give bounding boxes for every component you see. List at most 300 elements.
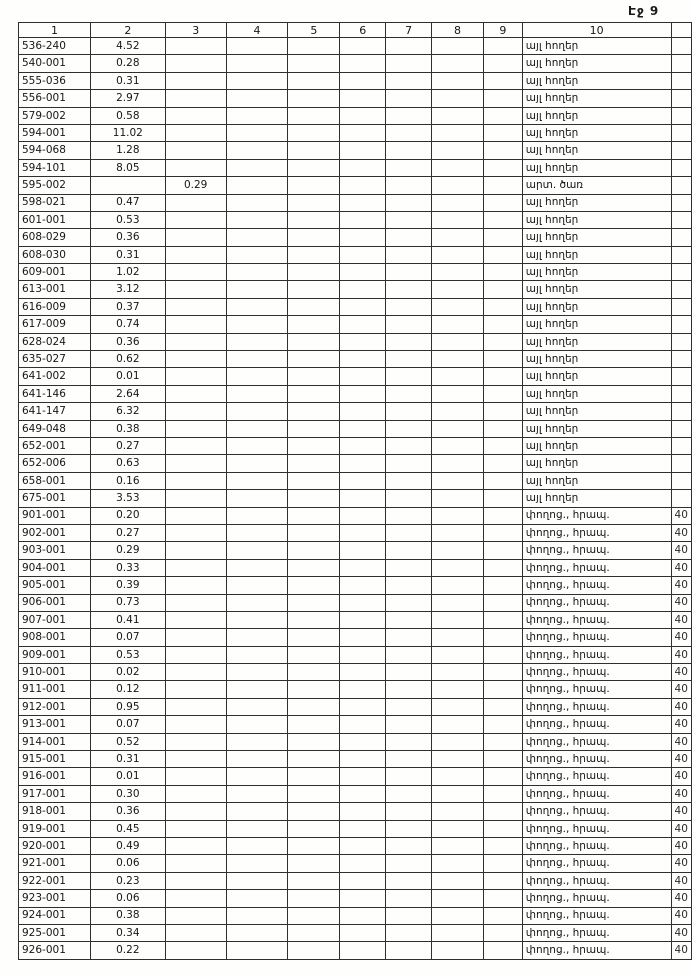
table-row	[19, 577, 692, 594]
table-row	[19, 246, 692, 263]
empty-cell	[340, 733, 386, 750]
area-value: 2.97	[90, 90, 165, 107]
table-row	[19, 281, 692, 298]
area-value-col3	[165, 855, 226, 872]
empty-cell	[483, 403, 522, 420]
empty-cell	[483, 316, 522, 333]
area-value-col3	[165, 107, 226, 124]
empty-cell	[386, 559, 432, 576]
empty-cell	[386, 907, 432, 924]
empty-cell	[432, 298, 484, 315]
empty-cell	[288, 159, 340, 176]
empty-cell	[483, 855, 522, 872]
empty-cell	[226, 785, 288, 802]
land-use-label: փողոց., հրապ.	[522, 855, 671, 872]
empty-cell	[432, 890, 484, 907]
table-row	[19, 72, 692, 89]
empty-cell	[432, 437, 484, 454]
land-use-label: փողոց., հրապ.	[522, 751, 671, 768]
area-value: 0.27	[90, 524, 165, 541]
empty-cell	[483, 768, 522, 785]
parcel-code: 913-001	[19, 716, 91, 733]
margin-mark	[671, 159, 691, 176]
empty-cell	[386, 194, 432, 211]
land-use-label: այլ հողեր	[522, 351, 671, 368]
empty-cell	[386, 890, 432, 907]
margin-mark	[671, 437, 691, 454]
empty-cell	[288, 333, 340, 350]
area-value-col3	[165, 490, 226, 507]
margin-mark	[671, 194, 691, 211]
empty-cell	[386, 316, 432, 333]
land-use-label: փողոց., հրապ.	[522, 907, 671, 924]
empty-cell	[340, 924, 386, 941]
margin-mark	[671, 55, 691, 72]
parcel-code: 675-001	[19, 490, 91, 507]
land-use-label: արտ. ծառ	[522, 177, 671, 194]
area-value: 0.16	[90, 472, 165, 489]
margin-mark	[671, 316, 691, 333]
empty-cell	[288, 890, 340, 907]
margin-mark: 40	[671, 646, 691, 663]
area-value-col3	[165, 472, 226, 489]
empty-cell	[288, 664, 340, 681]
empty-cell	[386, 333, 432, 350]
parcel-code: 641-147	[19, 403, 91, 420]
area-value-col3	[165, 872, 226, 889]
empty-cell	[226, 681, 288, 698]
area-value-col3	[165, 211, 226, 228]
area-value-col3	[165, 159, 226, 176]
land-use-label: փողոց., հրապ.	[522, 559, 671, 576]
empty-cell	[386, 72, 432, 89]
area-value-col3	[165, 820, 226, 837]
empty-cell	[386, 924, 432, 941]
empty-cell	[340, 490, 386, 507]
land-use-label: փողոց., հրապ.	[522, 664, 671, 681]
area-value: 0.07	[90, 629, 165, 646]
area-value: 0.95	[90, 698, 165, 715]
empty-cell	[432, 942, 484, 959]
parcel-code: 641-146	[19, 385, 91, 402]
table-row	[19, 107, 692, 124]
empty-cell	[340, 72, 386, 89]
empty-cell	[386, 281, 432, 298]
empty-cell	[226, 177, 288, 194]
empty-cell	[432, 368, 484, 385]
table-row	[19, 455, 692, 472]
table-row	[19, 159, 692, 176]
area-value: 8.05	[90, 159, 165, 176]
empty-cell	[226, 316, 288, 333]
table-row	[19, 611, 692, 628]
margin-mark: 40	[671, 507, 691, 524]
area-value-col3	[165, 768, 226, 785]
margin-mark	[671, 124, 691, 141]
area-value-col3	[165, 524, 226, 541]
empty-cell	[288, 351, 340, 368]
margin-mark	[671, 455, 691, 472]
margin-mark	[671, 38, 691, 55]
empty-cell	[432, 403, 484, 420]
land-use-label: փողոց., հրապ.	[522, 594, 671, 611]
empty-cell	[386, 107, 432, 124]
margin-mark: 40	[671, 542, 691, 559]
margin-mark: 40	[671, 768, 691, 785]
empty-cell	[483, 90, 522, 107]
empty-cell	[483, 890, 522, 907]
empty-cell	[432, 820, 484, 837]
header-row	[19, 23, 692, 38]
parcel-code: 903-001	[19, 542, 91, 559]
empty-cell	[386, 577, 432, 594]
land-use-label: այլ հողեր	[522, 194, 671, 211]
empty-cell	[432, 159, 484, 176]
area-value: 0.33	[90, 559, 165, 576]
parcel-code: 915-001	[19, 751, 91, 768]
empty-cell	[386, 403, 432, 420]
empty-cell	[483, 368, 522, 385]
margin-mark	[671, 281, 691, 298]
empty-cell	[288, 594, 340, 611]
empty-cell	[340, 124, 386, 141]
empty-cell	[386, 298, 432, 315]
empty-cell	[288, 698, 340, 715]
area-value-col3	[165, 264, 226, 281]
area-value: 0.47	[90, 194, 165, 211]
land-use-label: այլ հողեր	[522, 490, 671, 507]
empty-cell	[483, 733, 522, 750]
empty-cell	[432, 594, 484, 611]
empty-cell	[288, 472, 340, 489]
empty-cell	[226, 768, 288, 785]
table-row	[19, 890, 692, 907]
area-value: 0.53	[90, 646, 165, 663]
parcel-code: 601-001	[19, 211, 91, 228]
margin-mark	[671, 246, 691, 263]
empty-cell	[386, 159, 432, 176]
area-value-col3	[165, 351, 226, 368]
empty-cell	[386, 698, 432, 715]
table-body	[19, 38, 692, 960]
empty-cell	[340, 646, 386, 663]
empty-cell	[288, 281, 340, 298]
area-value: 0.37	[90, 298, 165, 315]
land-use-label: փողոց., հրապ.	[522, 785, 671, 802]
empty-cell	[288, 246, 340, 263]
empty-cell	[340, 159, 386, 176]
empty-cell	[226, 594, 288, 611]
area-value: 1.02	[90, 264, 165, 281]
empty-cell	[226, 437, 288, 454]
margin-mark: 40	[671, 716, 691, 733]
empty-cell	[483, 907, 522, 924]
column-header-3: 3	[165, 23, 226, 38]
empty-cell	[226, 855, 288, 872]
margin-spacer	[671, 23, 691, 38]
land-use-label: փողոց., հրապ.	[522, 803, 671, 820]
empty-cell	[386, 942, 432, 959]
area-value: 0.01	[90, 768, 165, 785]
table-row	[19, 472, 692, 489]
parcel-code: 608-029	[19, 229, 91, 246]
empty-cell	[386, 803, 432, 820]
parcel-code: 914-001	[19, 733, 91, 750]
empty-cell	[483, 298, 522, 315]
parcel-code: 910-001	[19, 664, 91, 681]
parcel-code: 540-001	[19, 55, 91, 72]
parcel-code: 926-001	[19, 942, 91, 959]
parcel-code: 649-048	[19, 420, 91, 437]
land-use-label: այլ հողեր	[522, 403, 671, 420]
area-value-col3	[165, 785, 226, 802]
empty-cell	[226, 942, 288, 959]
empty-cell	[226, 124, 288, 141]
empty-cell	[340, 333, 386, 350]
area-value-col3	[165, 611, 226, 628]
area-value-col3	[165, 281, 226, 298]
empty-cell	[340, 298, 386, 315]
land-use-label: փողոց., հրապ.	[522, 820, 671, 837]
parcel-code: 616-009	[19, 298, 91, 315]
empty-cell	[288, 107, 340, 124]
area-value-col3	[165, 646, 226, 663]
empty-cell	[386, 681, 432, 698]
margin-mark	[671, 107, 691, 124]
empty-cell	[483, 107, 522, 124]
land-use-label: փողոց., հրապ.	[522, 646, 671, 663]
table-row	[19, 785, 692, 802]
empty-cell	[483, 420, 522, 437]
empty-cell	[432, 124, 484, 141]
empty-cell	[226, 246, 288, 263]
empty-cell	[432, 177, 484, 194]
empty-cell	[386, 716, 432, 733]
empty-cell	[226, 38, 288, 55]
empty-cell	[340, 264, 386, 281]
empty-cell	[432, 333, 484, 350]
land-use-label: փողոց., հրապ.	[522, 629, 671, 646]
margin-mark	[671, 264, 691, 281]
area-value: 2.64	[90, 385, 165, 402]
empty-cell	[483, 177, 522, 194]
empty-cell	[288, 924, 340, 941]
area-value: 0.36	[90, 333, 165, 350]
empty-cell	[340, 542, 386, 559]
empty-cell	[288, 872, 340, 889]
margin-mark: 40	[671, 837, 691, 854]
margin-mark	[671, 72, 691, 89]
empty-cell	[483, 664, 522, 681]
empty-cell	[340, 837, 386, 854]
empty-cell	[288, 820, 340, 837]
empty-cell	[288, 90, 340, 107]
empty-cell	[386, 385, 432, 402]
empty-cell	[226, 490, 288, 507]
empty-cell	[432, 264, 484, 281]
empty-cell	[483, 577, 522, 594]
land-use-label: փողոց., հրապ.	[522, 837, 671, 854]
table-row	[19, 716, 692, 733]
empty-cell	[386, 38, 432, 55]
empty-cell	[483, 507, 522, 524]
land-use-label: այլ հողեր	[522, 420, 671, 437]
empty-cell	[340, 38, 386, 55]
table-row	[19, 803, 692, 820]
table-row	[19, 420, 692, 437]
empty-cell	[288, 455, 340, 472]
empty-cell	[288, 785, 340, 802]
land-use-label: փողոց., հրապ.	[522, 542, 671, 559]
parcel-code: 907-001	[19, 611, 91, 628]
empty-cell	[386, 820, 432, 837]
area-value: 0.06	[90, 890, 165, 907]
empty-cell	[288, 316, 340, 333]
parcel-code: 901-001	[19, 507, 91, 524]
margin-mark: 40	[671, 855, 691, 872]
margin-mark: 40	[671, 785, 691, 802]
empty-cell	[226, 107, 288, 124]
empty-cell	[483, 211, 522, 228]
area-value: 0.73	[90, 594, 165, 611]
margin-mark: 40	[671, 559, 691, 576]
empty-cell	[483, 681, 522, 698]
parcel-code: 555-036	[19, 72, 91, 89]
empty-cell	[483, 385, 522, 402]
margin-mark: 40	[671, 890, 691, 907]
margin-mark: 40	[671, 751, 691, 768]
area-value-col3	[165, 298, 226, 315]
table-row	[19, 907, 692, 924]
empty-cell	[340, 437, 386, 454]
empty-cell	[432, 611, 484, 628]
parcel-code: 902-001	[19, 524, 91, 541]
parcel-code: 628-024	[19, 333, 91, 350]
land-use-label: փողոց., հրապ.	[522, 872, 671, 889]
empty-cell	[432, 38, 484, 55]
empty-cell	[288, 855, 340, 872]
empty-cell	[226, 351, 288, 368]
parcel-code: 921-001	[19, 855, 91, 872]
table-row	[19, 664, 692, 681]
empty-cell	[288, 716, 340, 733]
margin-mark: 40	[671, 629, 691, 646]
parcel-code: 594-001	[19, 124, 91, 141]
land-use-label: այլ հողեր	[522, 38, 671, 55]
empty-cell	[226, 664, 288, 681]
area-value-col3	[165, 681, 226, 698]
margin-mark: 40	[671, 577, 691, 594]
empty-cell	[386, 490, 432, 507]
table-row	[19, 542, 692, 559]
land-use-label: փողոց., հրապ.	[522, 507, 671, 524]
parcel-code: 652-001	[19, 437, 91, 454]
area-value-col3	[165, 664, 226, 681]
parcel-code: 635-027	[19, 351, 91, 368]
column-header-9: 9	[483, 23, 522, 38]
empty-cell	[340, 577, 386, 594]
empty-cell	[226, 72, 288, 89]
table-row	[19, 594, 692, 611]
empty-cell	[226, 559, 288, 576]
table-row	[19, 837, 692, 854]
empty-cell	[226, 611, 288, 628]
empty-cell	[288, 577, 340, 594]
parcel-code: 905-001	[19, 577, 91, 594]
land-use-label: այլ հողեր	[522, 316, 671, 333]
empty-cell	[386, 124, 432, 141]
empty-cell	[432, 351, 484, 368]
area-value: 0.38	[90, 420, 165, 437]
empty-cell	[483, 455, 522, 472]
area-value: 0.01	[90, 368, 165, 385]
empty-cell	[432, 316, 484, 333]
empty-cell	[432, 768, 484, 785]
empty-cell	[432, 142, 484, 159]
empty-cell	[226, 716, 288, 733]
empty-cell	[432, 472, 484, 489]
table-row	[19, 942, 692, 959]
empty-cell	[386, 437, 432, 454]
empty-cell	[432, 559, 484, 576]
parcel-code: 641-002	[19, 368, 91, 385]
empty-cell	[288, 298, 340, 315]
margin-mark	[671, 385, 691, 402]
area-value-col3	[165, 316, 226, 333]
empty-cell	[288, 142, 340, 159]
empty-cell	[340, 681, 386, 698]
area-value-col3	[165, 924, 226, 941]
margin-mark: 40	[671, 524, 691, 541]
empty-cell	[340, 281, 386, 298]
table-row	[19, 351, 692, 368]
margin-mark: 40	[671, 907, 691, 924]
parcel-code: 924-001	[19, 907, 91, 924]
empty-cell	[432, 803, 484, 820]
empty-cell	[288, 542, 340, 559]
table-row	[19, 368, 692, 385]
empty-cell	[483, 942, 522, 959]
empty-cell	[340, 629, 386, 646]
area-value-col3	[165, 38, 226, 55]
table-row	[19, 264, 692, 281]
empty-cell	[432, 646, 484, 663]
empty-cell	[226, 90, 288, 107]
empty-cell	[340, 316, 386, 333]
parcel-code: 594-068	[19, 142, 91, 159]
empty-cell	[432, 55, 484, 72]
area-value-col3	[165, 942, 226, 959]
empty-cell	[340, 177, 386, 194]
parcel-code: 904-001	[19, 559, 91, 576]
empty-cell	[483, 559, 522, 576]
empty-cell	[340, 507, 386, 524]
area-value: 0.06	[90, 855, 165, 872]
empty-cell	[340, 855, 386, 872]
empty-cell	[288, 38, 340, 55]
empty-cell	[432, 681, 484, 698]
empty-cell	[432, 194, 484, 211]
land-use-label: այլ հողեր	[522, 229, 671, 246]
area-value-col3	[165, 437, 226, 454]
margin-mark	[671, 472, 691, 489]
empty-cell	[288, 385, 340, 402]
empty-cell	[483, 820, 522, 837]
empty-cell	[340, 611, 386, 628]
empty-cell	[288, 507, 340, 524]
area-value-col3	[165, 594, 226, 611]
empty-cell	[483, 194, 522, 211]
